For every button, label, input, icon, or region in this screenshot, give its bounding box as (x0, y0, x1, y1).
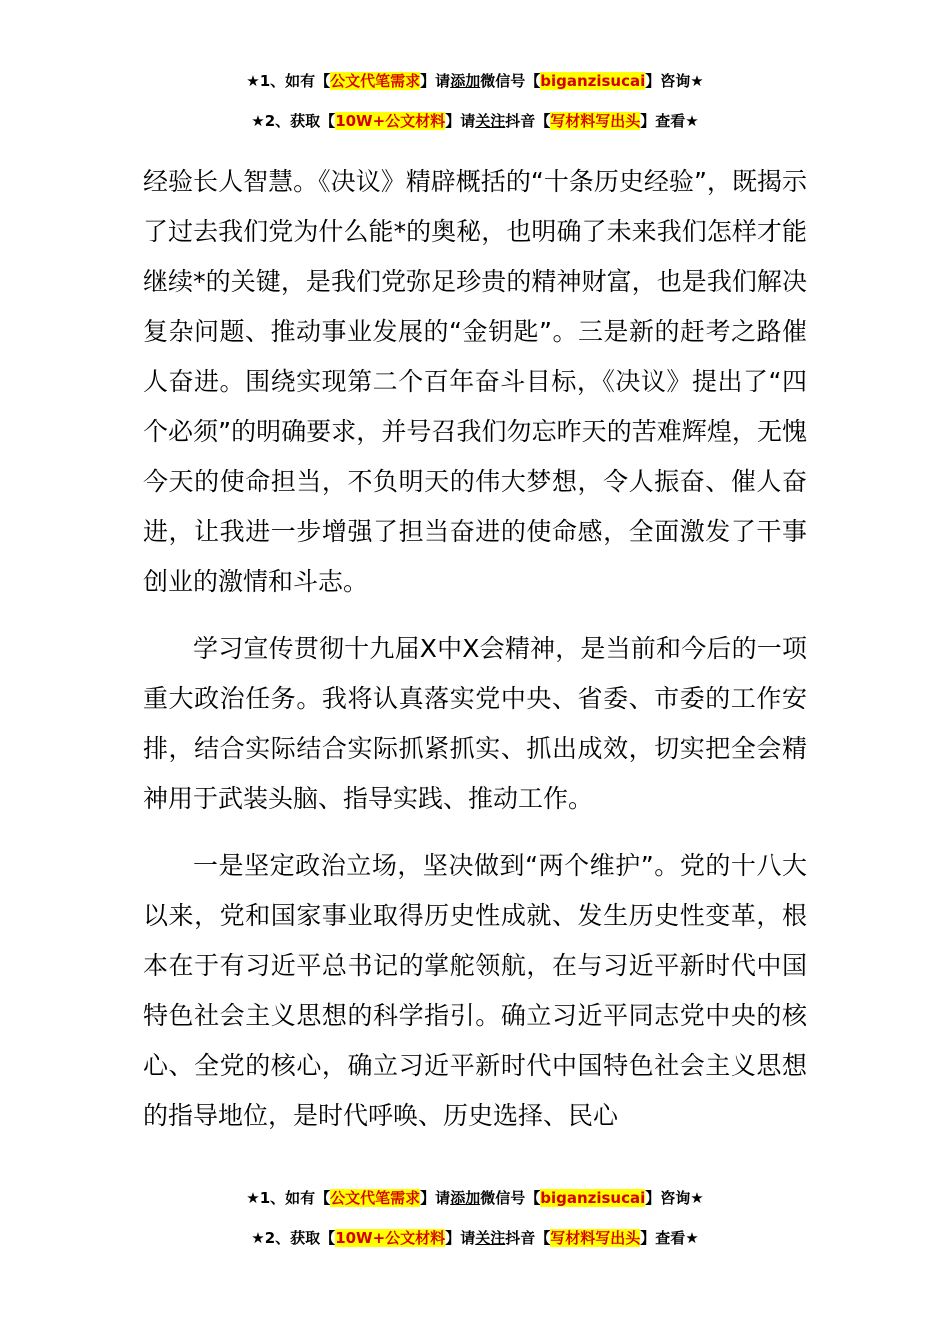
banner-text: 】请 (420, 1189, 451, 1207)
banner-highlight: biganzisucai (540, 1189, 646, 1207)
banner-text: ★2、获取【 (251, 112, 336, 130)
banner-underline: 添加 (450, 72, 481, 90)
banner-text: 微信号【 (480, 1189, 541, 1207)
bottom-banner-line-1 (0, 1187, 950, 1209)
banner-text: 抖音【 (505, 112, 551, 130)
banner-highlight: 公文代笔需求 (330, 1189, 421, 1207)
banner-text: 】咨询★ (645, 1189, 704, 1207)
banner-text: ★2、获取【 (251, 1229, 336, 1247)
banner-text: 抖音【 (505, 1229, 551, 1247)
banner-text: 】咨询★ (645, 72, 704, 90)
banner-underline: 关注 (475, 112, 506, 130)
paragraph: 经验长人智慧。《决议》精辟概括的“十条历史经验”，既揭示了过去我们党为什么能*的奥秘，也明确了未来我们怎样才能继续*的关键，是我们党弥足珍贵的精神财富，也是我们解决复杂问题、推动事业发展的“金钥匙”。三是新的赶考之路催人奋进。围绕实现第二个百年奋斗目标，《决议》提出了“四个必须”的明确要求，并号召我们勿忘昨天的苦难辉煌，无愧今天的使命担当，不负明天的伟大梦想，令人振奋、催人奋进，让我进一步增强了担当奋进的使命感，全面激发了干事创业的激情和斗志。 (143, 167, 807, 596)
banner-text: ★1、如有【 (246, 1189, 331, 1207)
banner-highlight: 写材料写出头 (550, 1229, 641, 1247)
banner-underline: 关注 (475, 1229, 506, 1247)
banner-text: 】查看★ (640, 112, 699, 130)
paragraph: 一是坚定政治立场，坚决做到“两个维护”。党的十八大以来，党和国家事业取得历史性成就、发生历史性变革，根本在于有习近平总书记的掌舵领航，在与习近平新时代中国特色社会主义思想的科学指引。确立习近平同志党中央的核心、全党的核心，确立习近平新时代中国特色社会主义思想的指导地位，是时代呼唤、历史选择、民心 (143, 851, 807, 1130)
banner-underline: 添加 (450, 1189, 481, 1207)
banner-highlight: 10W+公文材料 (335, 112, 446, 130)
banner-highlight: biganzisucai (540, 72, 646, 90)
paragraph: 学习宣传贯彻十九届X中X会精神，是当前和今后的一项重大政治任务。我将认真落实党中央、省委、市委的工作安排，结合实际结合实际抓紧抓实、抓出成效，切实把全会精神用于武装头脑、指导实践、推动工作。 (143, 634, 807, 813)
banner-highlight: 10W+公文材料 (335, 1229, 446, 1247)
banner-highlight: 公文代笔需求 (330, 72, 421, 90)
banner-text: ★1、如有【 (246, 72, 331, 90)
top-banner-line-1 (0, 70, 950, 92)
banner-highlight: 写材料写出头 (550, 112, 641, 130)
banner-text: 微信号【 (480, 72, 541, 90)
banner-text: 】请 (420, 72, 451, 90)
banner-text: 】请 (445, 1229, 476, 1247)
document-body (143, 157, 807, 1141)
top-banner-line-2 (0, 110, 950, 132)
banner-text: 】请 (445, 112, 476, 130)
bottom-banner-line-2 (0, 1227, 950, 1249)
banner-text: 】查看★ (640, 1229, 699, 1247)
